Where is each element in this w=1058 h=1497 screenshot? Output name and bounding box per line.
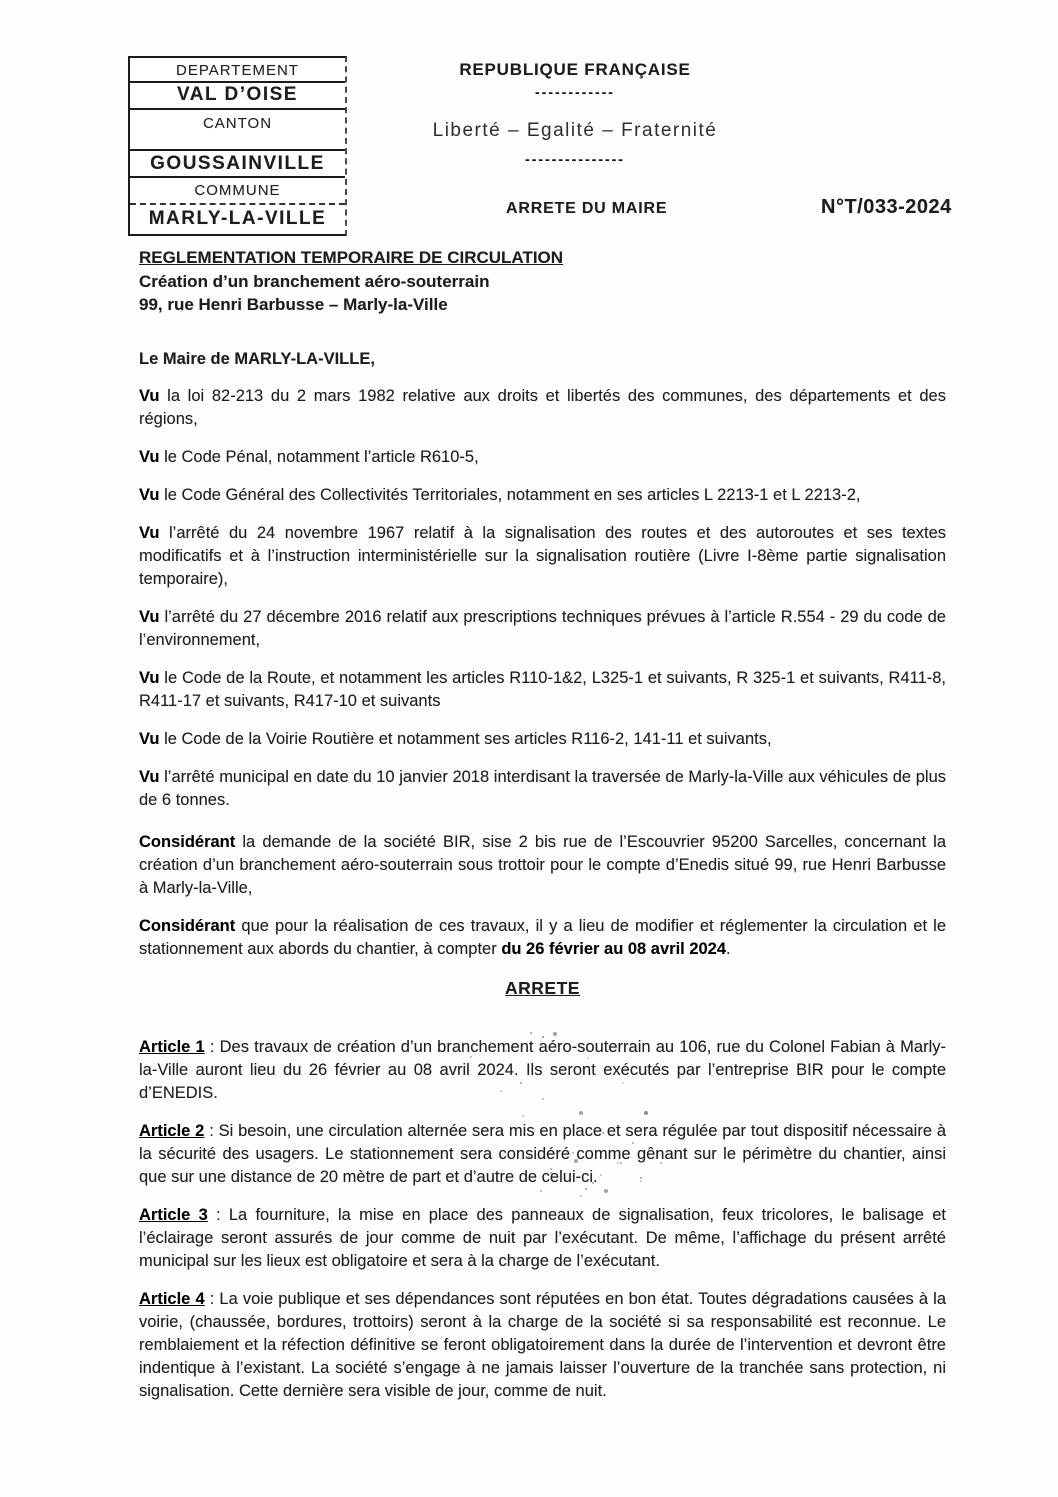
national-motto: Liberté – Egalité – Fraternité [432,120,718,141]
vu-text: l’arrêté municipal en date du 10 janvier 2018 interdisant la traversée de Marly-la-Ville aux véhicules de plus de 6 tonnes. [139,767,946,809]
vu-label: Vu [139,668,160,687]
vu-text: le Code Général des Collectivités Territoriales, notamment en ses articles L 2213-1 et L 2213-2, [164,485,861,504]
commune-box [128,56,347,236]
vu-paragraph [139,484,946,507]
box-row-val-doise: VAL D’OISE [130,83,345,110]
vu-label: Vu [139,607,160,626]
article-paragraph [139,1036,946,1105]
article-paragraph [139,1288,946,1403]
republic-title: REPUBLIQUE FRANÇAISE [459,60,691,79]
article-3-label: Article 3 [139,1205,208,1224]
subject-description: Création d’un branchement aéro-souterrain [139,271,490,291]
document-type: ARRETE DU MAIRE [506,200,668,217]
opening-line: Le Maire de MARLY-LA-VILLE, [139,349,375,368]
vu-paragraph [139,606,946,652]
decree-heading: ARRETE [505,977,580,998]
article-paragraph [139,1120,946,1189]
subject-block [139,246,946,317]
subject-title: REGLEMENTATION TEMPORAIRE DE CIRCULATION [139,248,564,267]
vu-label: Vu [139,729,160,748]
vu-paragraph [139,766,946,812]
vu-text: le Code Pénal, notamment l’article R610-5, [164,447,479,466]
considerant-date-range: du 26 février au 08 avril 2024 [501,939,727,958]
considerant-text-end: . [726,939,731,958]
vu-paragraph [139,385,946,431]
article-paragraph [139,1204,946,1273]
subject-address: 99, rue Henri Barbusse – Marly-la-Ville [139,295,448,314]
article-2-label: Article 2 [139,1121,205,1140]
box-row-marly-la-ville: MARLY-LA-VILLE [148,208,327,229]
article-1-text: : Des travaux de création d’un branchement aéro-souterrain au 106, rue du Colonel Fabian à Marly-la-Ville auront lieu du 26 février au 08 avril 2024. Ils seront exécutés par l’entreprise BIR pour le compte d’ENEDIS. [139,1037,946,1102]
box-row-canton: CANTON [130,110,345,151]
separator-dashes-top: ------------ [535,84,615,100]
document-number: N°T/033-2024 [821,196,952,218]
article-4-label: Article 4 [139,1289,205,1308]
considerant-paragraph [139,831,946,900]
article-3-text: : La fourniture, la mise en place des panneaux de signalisation, feux tricolores, le balisage et l’éclairage seront assurés de jour comme de nuit par l’exécutant. De même, l’affichage du présent arrêté municipal sur les lieux est obligatoire et sera à la charge de l’exécutant. [139,1205,946,1270]
considerant-label: Considérant [139,832,236,851]
separator-dashes-bottom: --------------- [525,151,625,167]
vu-label: Vu [139,485,160,504]
scan-artifact-speckles [520,1150,522,1152]
box-row-goussainville: GOUSSAINVILLE [130,151,345,178]
vu-paragraph [139,446,946,469]
box-row-commune: COMMUNE [130,178,345,205]
box-row-departement: DEPARTEMENT [130,58,345,83]
considerant-text: que pour la réalisation de ces travaux, il y a lieu de modifier et réglementer la circulation et le stationnement aux abords du chantier, à compter [139,916,947,958]
article-2-text: : Si besoin, une circulation alternée sera mis en place et sera régulée par tout dispositif nécessaire à la sécurité des usagers. Le stationnement sera considéré comme gênant sur le périmètre du chantier, ainsi que sur une distance de 20 mètre de part et d’autre de celui-ci. [139,1121,946,1186]
vu-text: le Code de la Voirie Routière et notamment ses articles R116-2, 141-11 et suivants, [164,729,772,748]
vu-label: Vu [139,447,160,466]
vu-paragraph [139,522,946,591]
scan-artifact-speckles [430,1020,432,1022]
vu-text: la loi 82-213 du 2 mars 1982 relative aux droits et libertés des communes, des départements et des régions, [139,386,946,428]
considerant-label: Considérant [139,916,236,935]
vu-paragraph [139,728,946,751]
article-4-text: : La voie publique et ses dépendances sont réputées en bon état. Toutes dégradations causées à la voirie, (chaussée, bordures, trottoirs) seront à la charge de la société si sa responsabilité est reconnue. Le remblaiement et la réfection définitive se feront obligatoirement dans la durée de l’intervention et devront être indentique à l’existant. La société s’engage à ne jamais laisser l’ouverture de la tranchée sans protection, ni signalisation. Cette dernière sera visible de jour, comme de nuit. [139,1289,946,1400]
vu-label: Vu [139,767,160,786]
vu-text: l’arrêté du 27 décembre 2016 relatif aux prescriptions techniques prévues à l’article R.554 - 29 du code de l’environnement, [139,607,946,649]
vu-text: le Code de la Route, et notamment les articles R110-1&2, L325-1 et suivants, R 325-1 et suivants, R411-8, R411-17 et suivants, R417-10 et suivants [139,668,947,710]
considerant-text: la demande de la société BIR, sise 2 bis rue de l’Escouvrier 95200 Sarcelles, concernant la création d’un branchement aéro-souterrain sous trottoir pour le compte d’Enedis situé 99, rue Henri Barbusse à Marly-la-Ville, [139,832,946,897]
article-1-label: Article 1 [139,1037,205,1056]
considerant-paragraph [139,915,946,961]
vu-text: l’arrêté du 24 novembre 1967 relatif à la signalisation des routes et des autoroutes et ses textes modificatifs et à l’instruction interministérielle sur la signalisation routière (Livre I-8ème partie signalisation temporaire), [139,523,946,588]
vu-paragraph [139,667,946,713]
vu-label: Vu [139,386,160,405]
vu-label: Vu [139,523,160,542]
